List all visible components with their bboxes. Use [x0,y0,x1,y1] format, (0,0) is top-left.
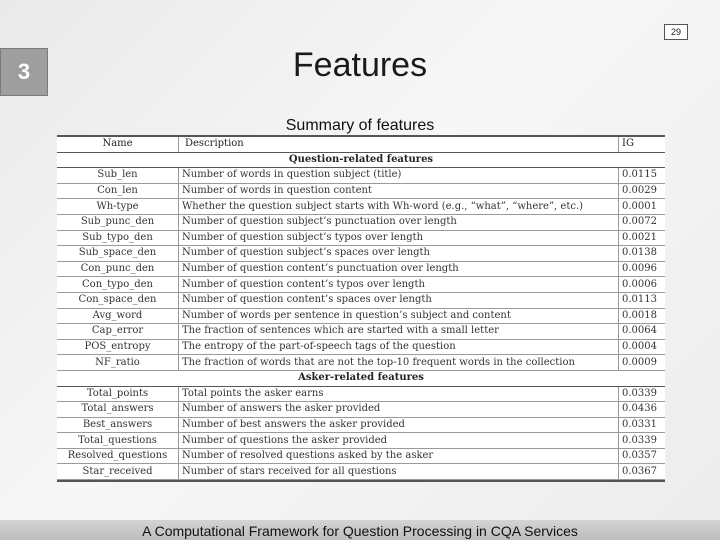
feature-name-cell: Resolved_questions [57,448,179,464]
feature-ig-cell: 0.0021 [619,230,666,246]
feature-name-cell: Con_typo_den [57,277,179,293]
feature-ig-cell: 0.0339 [619,386,666,402]
table-row [57,168,665,184]
feature-ig-cell: 0.0357 [619,448,666,464]
group-title: Question-related features [57,152,665,168]
table-row [57,308,665,324]
table-row [57,417,665,433]
feature-description-cell: Number of words in question content [179,183,619,199]
feature-ig-cell: 0.0072 [619,214,666,230]
table-caption: Summary of features [285,117,435,134]
feature-ig-cell: 0.0115 [619,168,666,184]
feature-ig-cell: 0.0004 [619,339,666,355]
table-row [57,464,665,480]
feature-ig-cell: 0.0006 [619,277,666,293]
table-row [57,292,665,308]
feature-ig-cell: 0.0138 [619,246,666,262]
feature-ig-cell: 0.0064 [619,324,666,340]
header-name: Name [57,137,179,152]
feature-name-cell: Sub_space_den [57,246,179,262]
feature-description-cell: Number of resolved questions asked by the asker [179,448,619,464]
table-header-row [57,137,665,152]
table-row [57,386,665,402]
feature-name-cell: NF_ratio [57,355,179,371]
feature-name-cell: Best_answers [57,417,179,433]
table-row [57,324,665,340]
table-row [57,433,665,449]
feature-ig-cell: 0.0436 [619,402,666,418]
header-description: Description [179,137,619,152]
feature-description-cell: Number of question content’s punctuation over length [179,261,619,277]
feature-name-cell: Con_len [57,183,179,199]
feature-ig-cell: 0.0113 [619,292,666,308]
table-group-header [57,370,665,386]
feature-description-cell: The fraction of sentences which are started with a small letter [179,324,619,340]
feature-description-cell: Number of best answers the asker provided [179,417,619,433]
feature-name-cell: Con_punc_den [57,261,179,277]
feature-description-cell: Number of answers the asker provided [179,402,619,418]
feature-name-cell: Sub_len [57,168,179,184]
feature-name-cell: Wh-type [57,199,179,215]
table-body [57,152,665,479]
feature-description-cell: The entropy of the part-of-speech tags of the question [179,339,619,355]
feature-description-cell: Number of stars received for all questions [179,464,619,480]
table-row [57,355,665,371]
features-table-image [57,135,665,482]
feature-description-cell: Number of words in question subject (title) [179,168,619,184]
features-table [57,137,665,480]
table-row [57,277,665,293]
feature-ig-cell: 0.0018 [619,308,666,324]
section-number-badge: 3 [0,48,48,96]
table-row [57,183,665,199]
feature-name-cell: Sub_typo_den [57,230,179,246]
group-title: Asker-related features [57,370,665,386]
feature-description-cell: Number of question subject’s spaces over length [179,246,619,262]
feature-ig-cell: 0.0096 [619,261,666,277]
feature-ig-cell: 0.0009 [619,355,666,371]
feature-ig-cell: 0.0029 [619,183,666,199]
feature-description-cell: Number of words per sentence in question’s subject and content [179,308,619,324]
footer-text: A Computational Framework for Question Processing in CQA Services [142,523,578,539]
table-row [57,339,665,355]
feature-name-cell: POS_entropy [57,339,179,355]
table-row [57,402,665,418]
feature-name-cell: Total_questions [57,433,179,449]
header-ig: IG [619,137,666,152]
feature-name-cell: Con_space_den [57,292,179,308]
feature-name-cell: Total_points [57,386,179,402]
table-row [57,230,665,246]
table-row [57,448,665,464]
table-row [57,199,665,215]
table-group-header [57,152,665,168]
feature-name-cell: Sub_punc_den [57,214,179,230]
page-number: 29 [664,24,688,40]
feature-name-cell: Total_answers [57,402,179,418]
feature-ig-cell: 0.0367 [619,464,666,480]
feature-name-cell: Cap_error [57,324,179,340]
feature-ig-cell: 0.0339 [619,433,666,449]
feature-description-cell: Number of question subject’s typos over length [179,230,619,246]
feature-description-cell: Total points the asker earns [179,386,619,402]
feature-description-cell: Number of question content’s spaces over length [179,292,619,308]
feature-name-cell: Avg_word [57,308,179,324]
feature-name-cell: Star_received [57,464,179,480]
table-row [57,261,665,277]
feature-ig-cell: 0.0001 [619,199,666,215]
feature-description-cell: Whether the question subject starts with Wh-word (e.g., “what”, “where”, etc.) [179,199,619,215]
table-row [57,214,665,230]
slide-title: Features [292,46,428,84]
feature-description-cell: Number of question content’s typos over length [179,277,619,293]
feature-description-cell: Number of question subject’s punctuation over length [179,214,619,230]
feature-ig-cell: 0.0331 [619,417,666,433]
table-row [57,246,665,262]
feature-description-cell: Number of questions the asker provided [179,433,619,449]
feature-description-cell: The fraction of words that are not the top-10 frequent words in the collection [179,355,619,371]
